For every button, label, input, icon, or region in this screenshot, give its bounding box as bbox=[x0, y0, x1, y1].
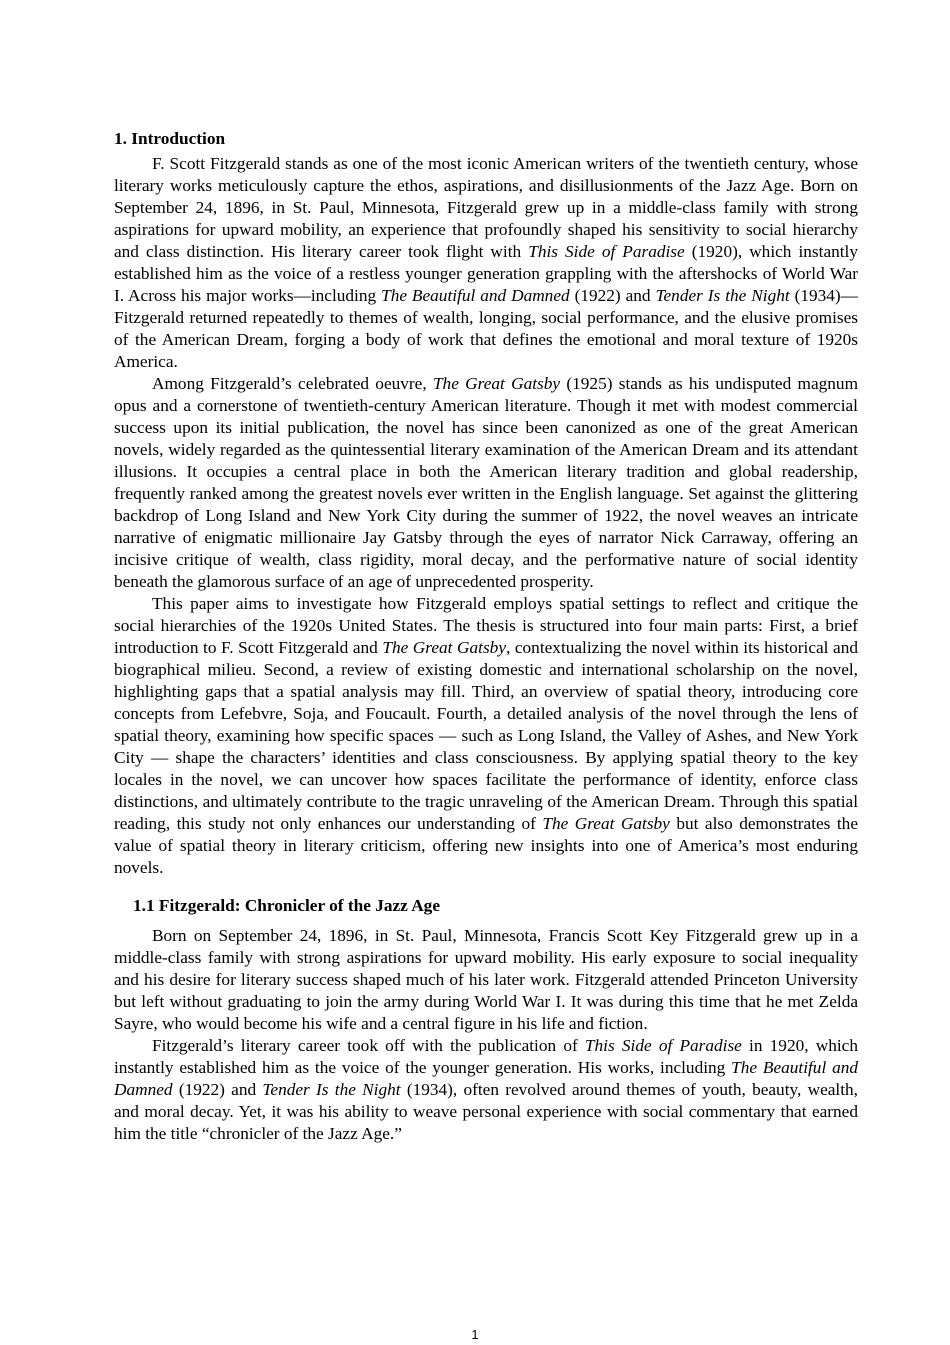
paragraph-text: but also demonstrates the value of spatial theory in literary criticism, offering new insights into one of America’s most enduring novels. bbox=[114, 814, 858, 877]
italic-title-text: The Great Gatsby bbox=[432, 374, 561, 393]
paragraph-text: (1922) and bbox=[569, 286, 656, 305]
italic-title-text: The Beautiful and Damned bbox=[381, 286, 570, 305]
paragraph-text: Among Fitzgerald’s celebrated oeuvre, bbox=[152, 374, 433, 393]
paragraph-text: This paper aims to investigate how Fitzgerald employs spatial settings to reflect and critique the social hierarchies of the 1920s United States. The thesis is structured into four main parts: First, a brief introduction to F. Scott Fitzgerald and bbox=[114, 594, 858, 657]
body-paragraph bbox=[114, 925, 858, 1035]
italic-title-text: Tender Is the Night bbox=[655, 286, 790, 305]
italic-title-text: The Great Gatsby bbox=[382, 638, 506, 657]
paragraph-text: F. Scott Fitzgerald stands as one of the most iconic American writers of the twentieth century, whose literary works meticulously capture the ethos, aspirations, and disillusionments of the Jazz Age. Born on September 24, 1896, in St. Paul, Minnesota, Fitzgerald grew up in a middle-class family with strong aspirations for upward mobility, an experience that profoundly shaped his sensitivity to social hierarchy and class distinction. His literary career took flight with bbox=[114, 154, 858, 261]
italic-title-text: Tender Is the Night bbox=[262, 1080, 401, 1099]
paragraph-text: Fitzgerald’s literary career took off with the publication of bbox=[152, 1036, 585, 1055]
paragraph-text: (1920), which instantly established him as the voice of a restless younger generation grappling with the aftershocks of World War I. Across his major works—including bbox=[114, 242, 858, 305]
section-heading: 1. Introduction bbox=[114, 129, 226, 148]
body-paragraph bbox=[114, 593, 858, 879]
subsection-heading: 1.1 Fitzgerald: Chronicler of the Jazz Age bbox=[133, 896, 440, 915]
body-paragraph bbox=[114, 1035, 858, 1145]
paragraph-text: (1934), often revolved around themes of youth, beauty, wealth, and moral decay. Yet, it was his ability to weave personal experience with social commentary that earned him the title “chronicler of the Jazz Age.” bbox=[114, 1080, 858, 1143]
page-number: 1 bbox=[471, 1327, 479, 1342]
subsection-paragraphs bbox=[114, 925, 858, 1145]
section-paragraphs bbox=[114, 153, 858, 879]
paragraph-text: (1922) and bbox=[172, 1080, 263, 1099]
paragraph-text: Born on September 24, 1896, in St. Paul, Minnesota, Francis Scott Key Fitzgerald grew up in a middle-class family with strong aspirations for upward mobility. His early exposure to social inequality and his desire for literary success shaped much of his later work. Fitzgerald attended Princeton University but left without graduating to join the army during World War I. It was during this time that he met Zelda Sayre, who would become his wife and a central figure in his life and fiction. bbox=[114, 926, 858, 1033]
italic-title-text: The Great Gatsby bbox=[542, 814, 670, 833]
paragraph-text: (1925) stands as his undisputed magnum opus and a cornerstone of twentieth-century American literature. Though it met with modest commercial success upon its initial publication, the novel has since been canonized as one of the great American novels, widely regarded as the quintessential literary examination of the American Dream and its attendant illusions. It occupies a central place in both the American literary tradition and global readership, frequently ranked among the greatest novels ever written in the English language. Set against the glittering backdrop of Long Island and New York City during the summer of 1922, the novel weaves an intricate narrative of enigmatic millionaire Jay Gatsby through the eyes of narrator Nick Carraway, offering an incisive critique of wealth, class rigidity, moral decay, and the performative nature of social identity beneath the glamorous surface of an age of unprecedented prosperity. bbox=[114, 374, 859, 591]
italic-title-text: This Side of Paradise bbox=[584, 1036, 742, 1055]
paragraph-text: in 1920, which instantly established him as the voice of the younger generation. His works, including bbox=[114, 1036, 858, 1077]
body-paragraph bbox=[114, 373, 858, 593]
paragraph-text: , contextualizing the novel within its historical and biographical milieu. Second, a review of existing domestic and international scholarship on the novel, highlighting gaps that a spatial analysis may fill. Third, an overview of spatial theory, introducing core concepts from Lefebvre, Soja, and Foucault. Fourth, a detailed analysis of the novel through the lens of spatial theory, examining how specific spaces — such as Long Island, the Valley of Ashes, and New York City — shape the characters’ identities and class consciousness. By applying spatial theory to the key locales in the novel, we can uncover how spaces facilitate the performance of identity, enforce class distinctions, and ultimately contribute to the tragic unraveling of the American Dream. Through this spatial reading, this study not only enhances our understanding of bbox=[114, 638, 858, 833]
italic-title-text: The Beautiful and Damned bbox=[114, 1058, 858, 1099]
italic-title-text: This Side of Paradise bbox=[528, 242, 685, 261]
paragraph-text: (1934)—Fitzgerald returned repeatedly to themes of wealth, longing, social performance, and the elusive promises of the American Dream, forging a body of work that defines the emotional and moral texture of 1920s America. bbox=[114, 286, 858, 371]
body-paragraph bbox=[114, 153, 858, 373]
document-body bbox=[114, 128, 858, 1145]
